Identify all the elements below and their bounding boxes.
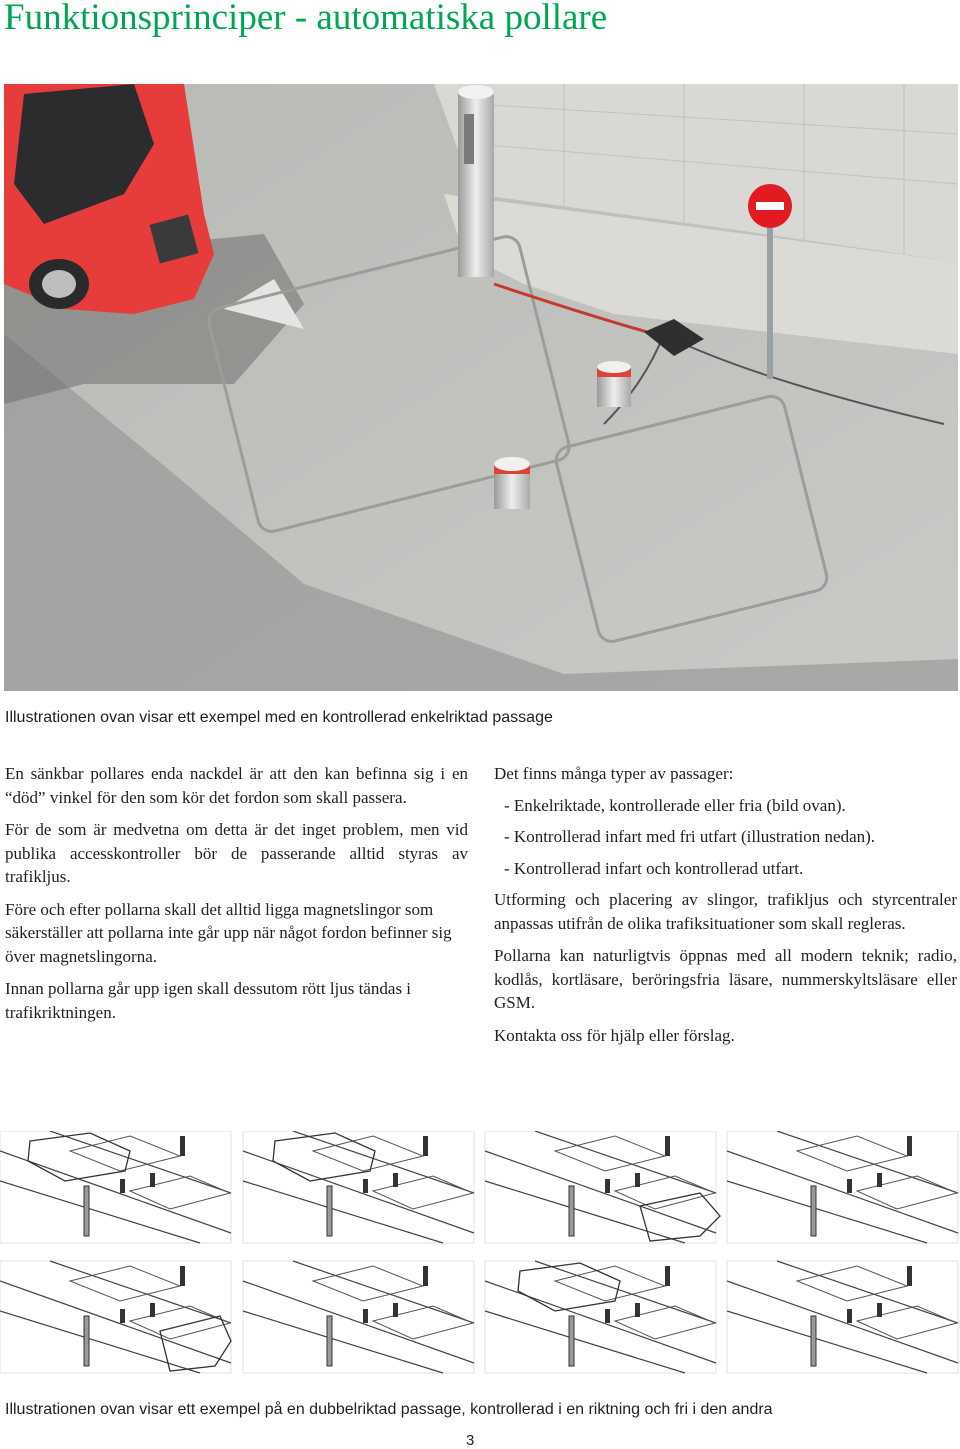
- diagram-caption: Illustrationen ovan visar ett exempel på en dubbelriktad passage, kontrollerad i en riktning och fri i den andra: [5, 1401, 773, 1418]
- diagram-panel: [0, 1131, 231, 1243]
- list-item: - Enkelriktade, kontrollerade eller fria (bild ovan).: [504, 795, 846, 815]
- paragraph: Utforming och placering av slingor, trafikljus och styrcentraler anpassas utifrån de olika trafiksituationer som skall regleras.: [494, 890, 957, 933]
- paragraph: Kontakta oss för hjälp eller förslag.: [494, 1025, 735, 1045]
- passage-types-list: [494, 794, 957, 881]
- passage-diagram-grid: [0, 1131, 960, 1391]
- list-item: - Kontrollerad infart och kontrollerad utfart.: [504, 858, 804, 878]
- right-column: [494, 762, 957, 1056]
- paragraph: För de som är medvetna om detta är det inget problem, men vid publika accesskontroller bör de passerande alltid styras av trafikljus.: [5, 820, 468, 886]
- paragraph: Pollarna kan naturligtvis öppnas med all modern teknik; radio, kodlås, kortläsare, beröringsfria läsare, nummerskyltsläsare eller GSM.: [494, 946, 957, 1012]
- left-column: [5, 762, 468, 1033]
- paragraph: En sänkbar pollares enda nackdel är att den kan befinna sig i en “död” vinkel för den som kör det fordon som skall passera.: [5, 764, 468, 807]
- paragraph: Före och efter pollarna skall det alltid ligga magnetslingor som säkerställer att pollarna inte går upp när något fordon befinner sig över magnetslingorna.: [5, 899, 452, 966]
- paragraph: Innan pollarna går upp igen skall dessutom rött ljus tändas i trafikriktningen.: [5, 979, 412, 1022]
- list-item: - Kontrollerad infart med fri utfart (illustration nedan).: [504, 827, 876, 846]
- page-number: 3: [466, 1432, 475, 1449]
- page-title: Funktionsprinciper - automatiska pollare: [4, 0, 608, 38]
- list-intro: Det finns många typer av passager:: [494, 764, 734, 783]
- parking-photo: [4, 84, 958, 691]
- photo-caption: Illustrationen ovan visar ett exempel med en kontrollerad enkelriktad passage: [5, 709, 553, 726]
